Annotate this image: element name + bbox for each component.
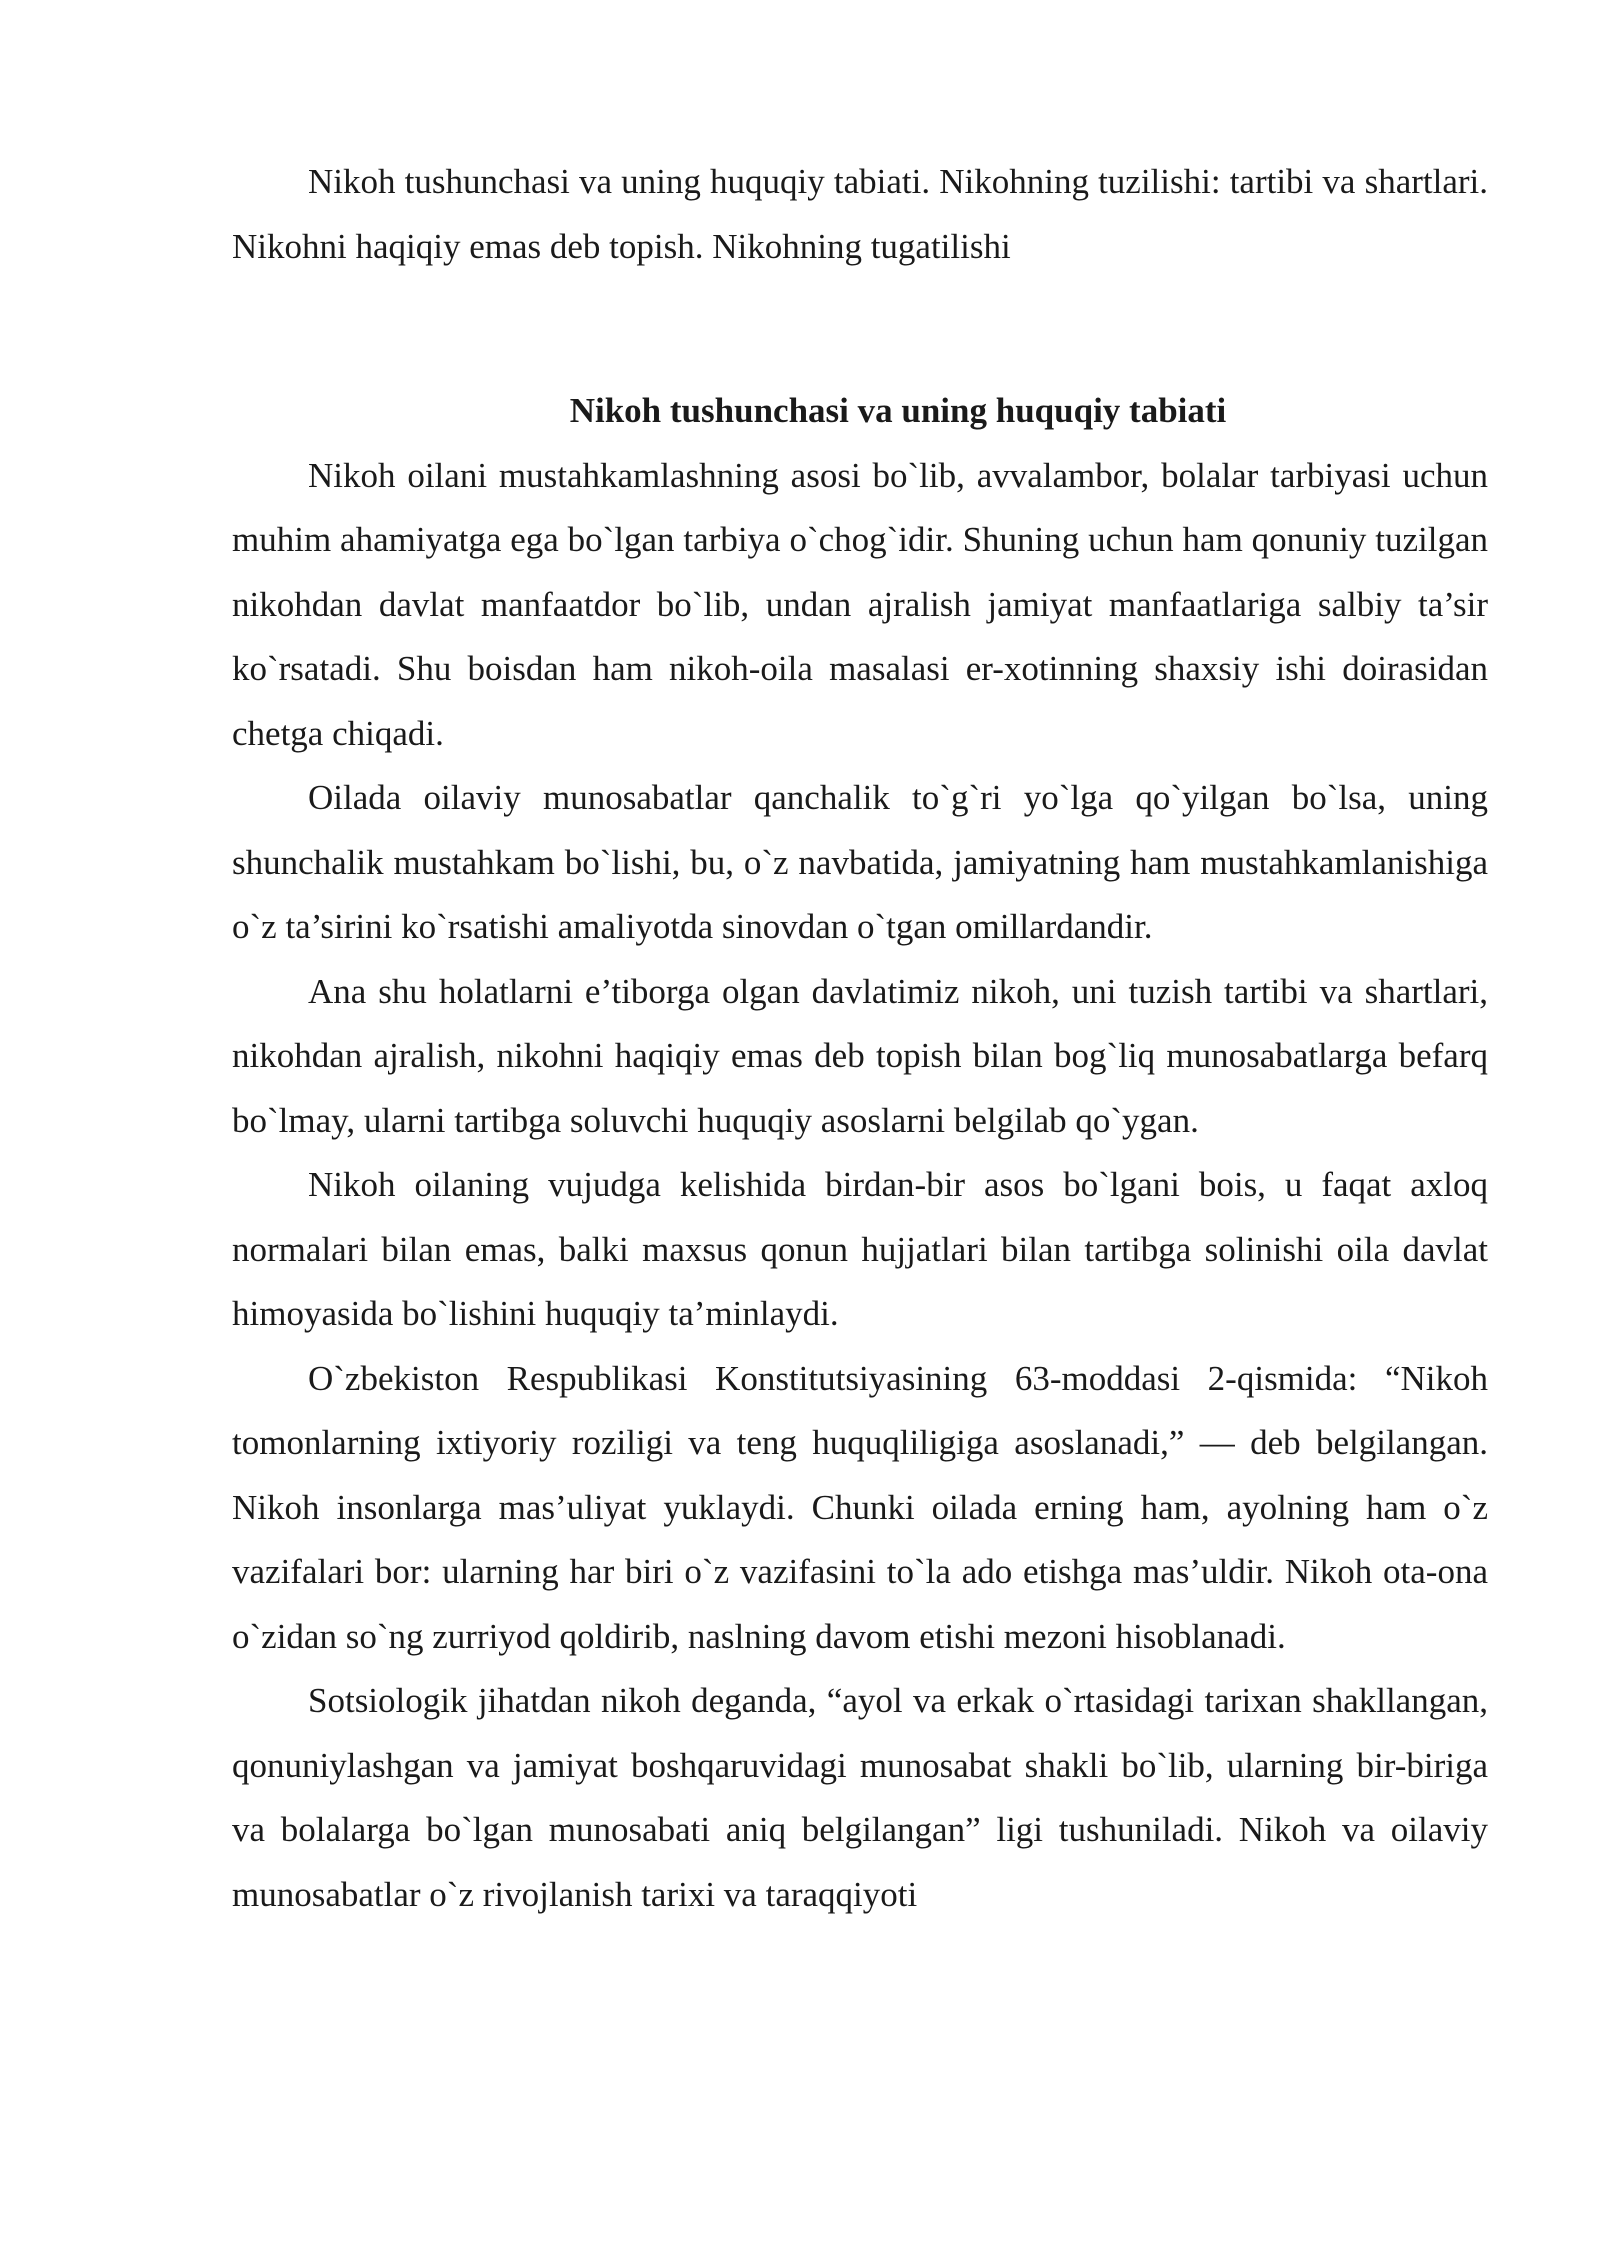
body-paragraph-4: Nikoh oilaning vujudga kelishida birdan-bir asos bo`lgani bois, u faqat axloq normalari bilan emas, balki maxsus qonun hujjatlari bilan tartibga solinishi oila davlat himoyasida bo`lishini huquqiy ta’minlaydi. (232, 1165, 1488, 1333)
body-paragraph-1: Nikoh oilani mustahkamlashning asosi bo`lib, avvalambor, bolalar tarbiyasi uchun muhim ahamiyatga ega bo`lgan tarbiya o`chog`idir. Shuning uchun ham qonuniy tuzilgan nikohdan davlat manfaatdor bo`lib, undan ajralish jamiyat manfaatlariga salbiy ta’sir ko`rsatadi. Shu boisdan ham nikoh-oila masalasi er-xotinning shaxsiy ishi doirasidan chetga chiqadi. (232, 455, 1488, 753)
section-heading: Nikoh tushunchasi va uning huquqiy tabiati (569, 391, 1227, 430)
body-paragraph-6: Sotsiologik jihatdan nikoh deganda, “ayol va erkak o`rtasidagi tarixan shakllangan, qonuniylashgan va jamiyat boshqaruvidagi munosabat shakli bo`lib, ularning bir-biriga va bolalarga bo`lgan munosabati aniq belgilangan” ligi tushuniladi. Nikoh va oilaviy munosabatlar o`z rivojlanish tarixi va taraqqiyoti (232, 1681, 1488, 1914)
body-paragraph-2: Oilada oilaviy munosabatlar qanchalik to`g`ri yo`lga qo`yilgan bo`lsa, uning shunchalik mustahkam bo`lishi, bu, o`z navbatida, jamiyatning ham mustahkamlanishiga o`z ta’sirini ko`rsatishi amaliyotda sinovdan o`tgan omillardandir. (232, 778, 1488, 946)
body-paragraph-5: O`zbekiston Respublikasi Konstitutsiyasining 63-moddasi 2-qismida: “Nikoh tomonlarning ixtiyoriy roziligi va teng huquqliligiga asoslanadi,” — deb belgilangan. Nikoh insonlarga mas’uliyat yuklaydi. Chunki oilada erning ham, ayolning ham o`z vazifalari bor: ularning har biri o`z vazifasini to`la ado etishga mas’uldir. Nikoh ota-ona o`zidan so`ng zurriyod qoldirib, naslning davom etishi mezoni hisoblanadi. (232, 1358, 1488, 1656)
intro-paragraph: Nikoh tushunchasi va uning huquqiy tabiati. Nikohning tuzilishi: tartibi va shartlari. Nikohni haqiqiy emas deb topish. Nikohning tugatilishi (232, 162, 1488, 266)
body-paragraph-3: Ana shu holatlarni e’tiborga olgan davlatimiz nikoh, uni tuzish tartibi va shartlari, nikohdan ajralish, nikohni haqiqiy emas deb topish bilan bog`liq munosabatlarga befarq bo`lmay, ularni tartibga soluvchi huquqiy asoslarni belgilab qo`ygan. (232, 971, 1488, 1140)
document-page (232, 150, 1488, 1927)
